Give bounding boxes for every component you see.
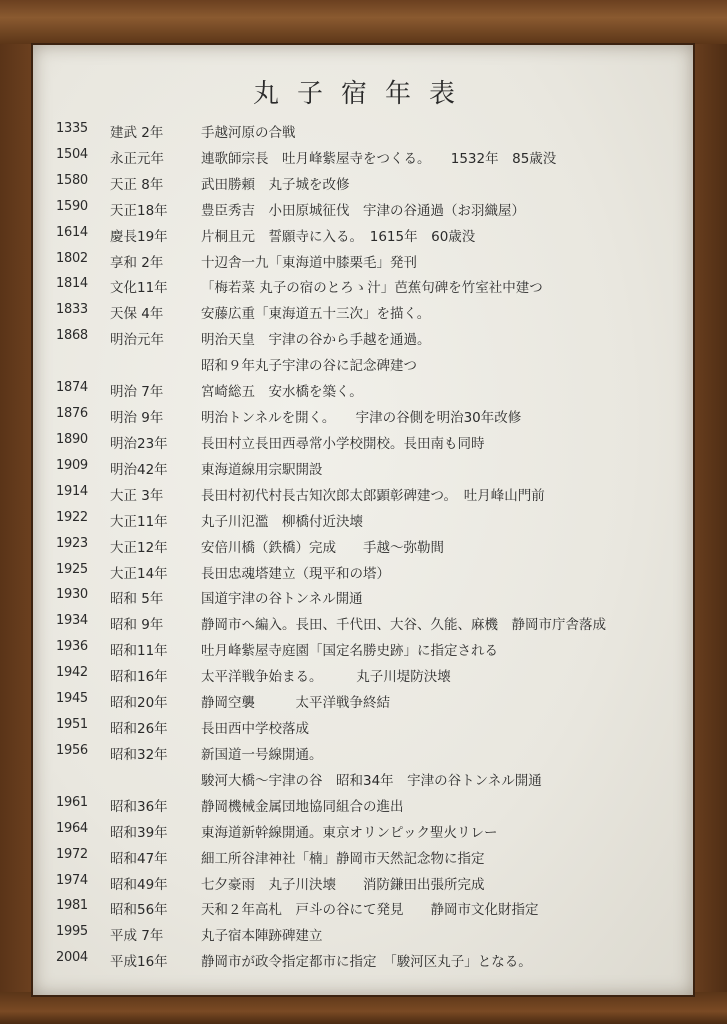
timeline-row bbox=[33, 821, 693, 847]
row-year: 1890 bbox=[56, 432, 88, 447]
row-event: 七夕豪雨 丸子川決壊 消防鎌田出張所完成 bbox=[201, 876, 485, 893]
row-era: 昭和39年 bbox=[110, 824, 168, 841]
timeline-row bbox=[33, 510, 693, 536]
row-event: 吐月峰紫屋寺庭園「国定名勝史跡」に指定される bbox=[201, 643, 498, 660]
row-event: 静岡市へ編入。長田、千代田、大谷、久能、麻機 静岡市庁舎落成 bbox=[201, 617, 606, 634]
timeline-row bbox=[33, 924, 693, 950]
row-event: 武田勝頼 丸子城を改修 bbox=[201, 176, 350, 193]
row-event: 連歌師宗長 吐月峰紫屋寺をつくる。 1532年 85歳没 bbox=[201, 150, 557, 167]
row-year: 1995 bbox=[56, 924, 88, 940]
row-year: 1335 bbox=[56, 121, 88, 136]
row-event: 丸子川氾濫 柳橋付近決壊 bbox=[201, 513, 363, 530]
row-era: 明治 9年 bbox=[110, 410, 164, 427]
row-year: 1614 bbox=[56, 224, 88, 240]
row-era: 明治元年 bbox=[110, 332, 164, 349]
timeline-row bbox=[33, 717, 693, 743]
row-era: 昭和32年 bbox=[110, 746, 168, 763]
row-year: 1909 bbox=[56, 457, 88, 473]
row-event: 安倍川橋（鉄橋）完成 手越～弥勒間 bbox=[201, 539, 444, 556]
row-event: 東海道新幹線開通。東京オリンピック聖火リレー bbox=[201, 824, 498, 841]
row-era: 昭和16年 bbox=[110, 669, 168, 686]
row-era: 天保 4年 bbox=[110, 306, 164, 323]
row-event: 安藤広重「東海道五十三次」を描く。 bbox=[201, 306, 431, 323]
row-era: 平成16年 bbox=[110, 954, 168, 971]
row-era: 永正元年 bbox=[110, 150, 164, 167]
row-era: 建武 2年 bbox=[110, 125, 164, 141]
timeline-row bbox=[33, 898, 693, 924]
row-event: 片桐且元 誓願寺に入る。 1615年 60歳没 bbox=[201, 228, 476, 245]
timeline-row bbox=[33, 873, 693, 899]
timeline-row bbox=[33, 613, 693, 639]
row-year: 1580 bbox=[56, 172, 88, 188]
timeline-row bbox=[33, 328, 693, 375]
row-era: 享和 2年 bbox=[110, 254, 164, 271]
row-event: 長田村初代村長古知次郎太郎顕彰碑建つ。 吐月峰山門前 bbox=[201, 487, 545, 504]
row-era: 大正14年 bbox=[110, 565, 168, 582]
timeline-row bbox=[33, 173, 693, 199]
row-year: 1876 bbox=[56, 406, 88, 422]
row-event: 「梅若菜 丸子の宿のとろゝ汁」芭蕉句碑を竹室社中建つ bbox=[201, 280, 543, 297]
row-year: 1972 bbox=[56, 846, 88, 862]
row-event: 明治天皇 宇津の谷から手越を通過。 bbox=[201, 332, 431, 349]
row-year: 1814 bbox=[56, 276, 88, 292]
row-era: 平成 7年 bbox=[110, 928, 164, 945]
timeline-row bbox=[33, 458, 693, 484]
row-year: 1590 bbox=[56, 198, 88, 214]
row-era: 昭和 9年 bbox=[110, 617, 164, 634]
row-year: 1930 bbox=[56, 587, 88, 603]
row-era: 文化11年 bbox=[110, 280, 168, 297]
timeline-row bbox=[33, 587, 693, 613]
page-title: 丸子宿年表 bbox=[252, 79, 473, 109]
row-year: 1961 bbox=[56, 794, 88, 810]
row-event: 豊臣秀吉 小田原城征伐 宇津の谷通過（お羽織屋） bbox=[201, 202, 525, 219]
row-year: 1951 bbox=[56, 716, 88, 732]
row-era: 明治42年 bbox=[110, 461, 168, 478]
row-era: 昭和11年 bbox=[110, 643, 168, 660]
row-event: 静岡市が政令指定都市に指定 「駿河区丸子」となる。 bbox=[201, 954, 532, 971]
row-year: 1936 bbox=[56, 639, 88, 655]
timeline-row bbox=[33, 484, 693, 510]
row-year: 1868 bbox=[56, 328, 88, 344]
row-era: 慶長19年 bbox=[110, 228, 168, 245]
row-year: 1934 bbox=[56, 613, 88, 629]
timeline-row bbox=[33, 665, 693, 691]
row-event: 宮崎総五 安水橋を築く。 bbox=[201, 384, 363, 401]
row-year: 1914 bbox=[56, 483, 88, 499]
row-year: 1504 bbox=[56, 146, 88, 162]
row-year: 1945 bbox=[56, 691, 88, 706]
row-year: 2004 bbox=[56, 950, 88, 966]
timeline-row bbox=[33, 742, 693, 789]
row-year: 1925 bbox=[56, 561, 88, 577]
row-event-continued: 駿河大橋～宇津の谷 昭和34年 宇津の谷トンネル開通 bbox=[201, 772, 542, 789]
row-event: 静岡機械金属団地協同組合の進出 bbox=[201, 798, 404, 815]
timeline-row bbox=[33, 406, 693, 432]
timeline-row bbox=[33, 121, 693, 147]
timeline-row bbox=[33, 251, 693, 277]
row-event: 天和２年高札 戸斗の谷にて発見 静岡市文化財指定 bbox=[201, 902, 539, 919]
timeline-row bbox=[33, 795, 693, 821]
row-era: 大正 3年 bbox=[110, 487, 164, 504]
row-era: 大正11年 bbox=[110, 513, 168, 530]
row-year: 1802 bbox=[56, 250, 88, 266]
row-year: 1964 bbox=[56, 820, 88, 836]
row-event: 長田西中学校落成 bbox=[201, 720, 309, 737]
row-event: 東海道線用宗駅開設 bbox=[201, 461, 323, 478]
row-year: 1922 bbox=[56, 509, 88, 525]
timeline-row bbox=[33, 950, 693, 976]
row-event: 国道宇津の谷トンネル開通 bbox=[201, 591, 363, 608]
timeline-row bbox=[33, 147, 693, 173]
row-event: 静岡空襲 太平洋戦争終結 bbox=[201, 695, 390, 711]
timeline-row bbox=[33, 432, 693, 458]
timeline-row bbox=[33, 691, 693, 717]
row-era: 昭和47年 bbox=[110, 850, 168, 867]
timeline-row bbox=[33, 639, 693, 665]
row-era: 大正12年 bbox=[110, 539, 168, 556]
row-event: 太平洋戦争始まる。 丸子川堤防決壊 bbox=[201, 669, 451, 686]
row-era: 天正18年 bbox=[110, 202, 168, 219]
row-event: 丸子宿本陣跡碑建立 bbox=[201, 928, 323, 945]
timeline-row bbox=[33, 225, 693, 251]
row-era: 明治23年 bbox=[110, 436, 168, 452]
row-era: 昭和20年 bbox=[110, 695, 168, 711]
row-era: 天正 8年 bbox=[110, 176, 164, 193]
row-event: 長田村立長田西尋常小学校開校。長田南も同時 bbox=[201, 436, 485, 452]
row-event: 新国道一号線開通。 bbox=[201, 746, 323, 763]
row-era: 昭和26年 bbox=[110, 720, 168, 737]
row-year: 1942 bbox=[56, 665, 88, 681]
timeline-row bbox=[33, 380, 693, 406]
row-year: 1956 bbox=[56, 742, 88, 758]
row-event-continued: 昭和９年丸子宇津の谷に記念碑建つ bbox=[201, 358, 417, 375]
row-event: 手越河原の合戦 bbox=[201, 125, 296, 141]
row-year: 1923 bbox=[56, 535, 88, 551]
timeline-row bbox=[33, 276, 693, 302]
row-event: 長田忠魂塔建立（現平和の塔） bbox=[201, 565, 390, 582]
row-year: 1874 bbox=[56, 380, 88, 396]
row-year: 1981 bbox=[56, 898, 88, 914]
row-year: 1833 bbox=[56, 302, 88, 318]
row-era: 昭和56年 bbox=[110, 902, 168, 919]
row-era: 明治 7年 bbox=[110, 384, 164, 401]
timeline-row bbox=[33, 536, 693, 562]
row-event: 明治トンネルを開く。 宇津の谷側を明治30年改修 bbox=[201, 410, 522, 427]
timeline-row bbox=[33, 562, 693, 588]
row-year: 1974 bbox=[56, 872, 88, 888]
timeline-row bbox=[33, 847, 693, 873]
row-era: 昭和49年 bbox=[110, 876, 168, 893]
row-era: 昭和36年 bbox=[110, 798, 168, 815]
row-era: 昭和 5年 bbox=[110, 591, 164, 608]
timeline-row bbox=[33, 302, 693, 328]
row-event: 十辺舎一九「東海道中膝栗毛」発刊 bbox=[201, 254, 417, 271]
timeline-row bbox=[33, 199, 693, 225]
row-event: 細工所谷津神社「楠」静岡市天然記念物に指定 bbox=[201, 850, 485, 867]
signboard bbox=[33, 45, 693, 995]
